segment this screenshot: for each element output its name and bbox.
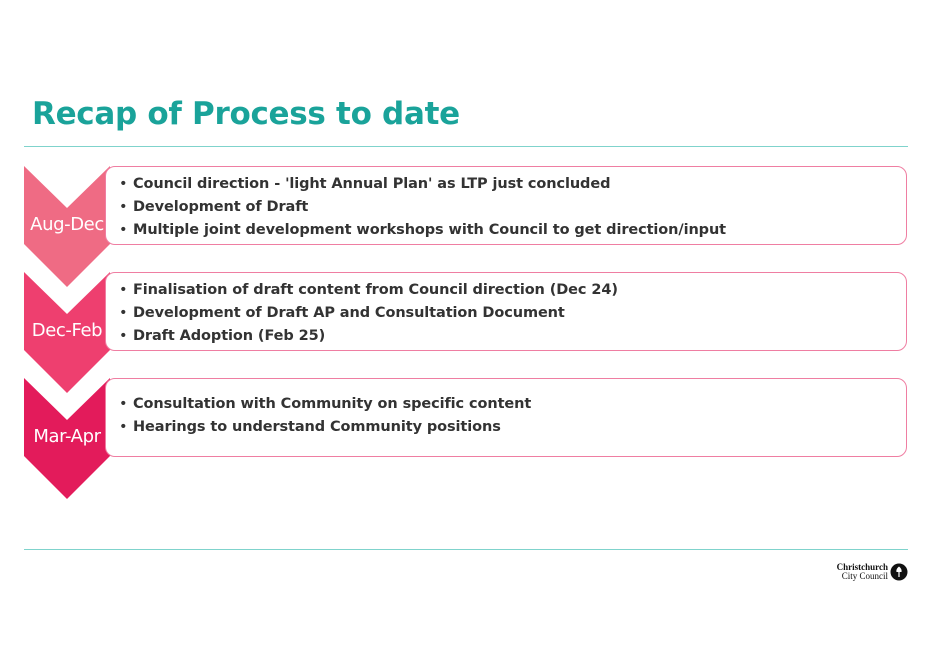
stage-chevron: [24, 166, 110, 287]
footer-divider: [24, 549, 908, 550]
stage-label: Mar-Apr: [33, 426, 101, 447]
stage-label: Dec-Feb: [31, 320, 103, 341]
stage-card: [105, 272, 907, 351]
tree-icon: [890, 563, 908, 585]
logo-line-1: Christchurch: [836, 562, 888, 572]
list-item: • Hearings to understand Community positions: [118, 416, 894, 439]
stage-card: [105, 378, 907, 457]
title-divider: [24, 146, 908, 147]
council-logo: [832, 561, 910, 585]
list-item: • Development of Draft AP and Consultation Document: [118, 302, 894, 325]
list-item: • Multiple joint development workshops with Council to get direction/input: [118, 219, 894, 242]
list-item: • Council direction - 'light Annual Plan' as LTP just concluded: [118, 173, 894, 196]
slide-title: Recap of Process to date: [32, 96, 460, 132]
stage-chevron: [24, 378, 110, 499]
list-item: • Consultation with Community on specific content: [118, 393, 894, 416]
stage-card: [105, 166, 907, 245]
list-item: • Draft Adoption (Feb 25): [118, 325, 894, 348]
list-item: • Finalisation of draft content from Council direction (Dec 24): [118, 279, 894, 302]
stage-label: Aug-Dec: [30, 214, 104, 235]
logo-line-2: City Council: [841, 571, 888, 581]
stage-chevron: [24, 272, 110, 393]
logo-text: [832, 563, 888, 581]
list-item: • Development of Draft: [118, 196, 894, 219]
